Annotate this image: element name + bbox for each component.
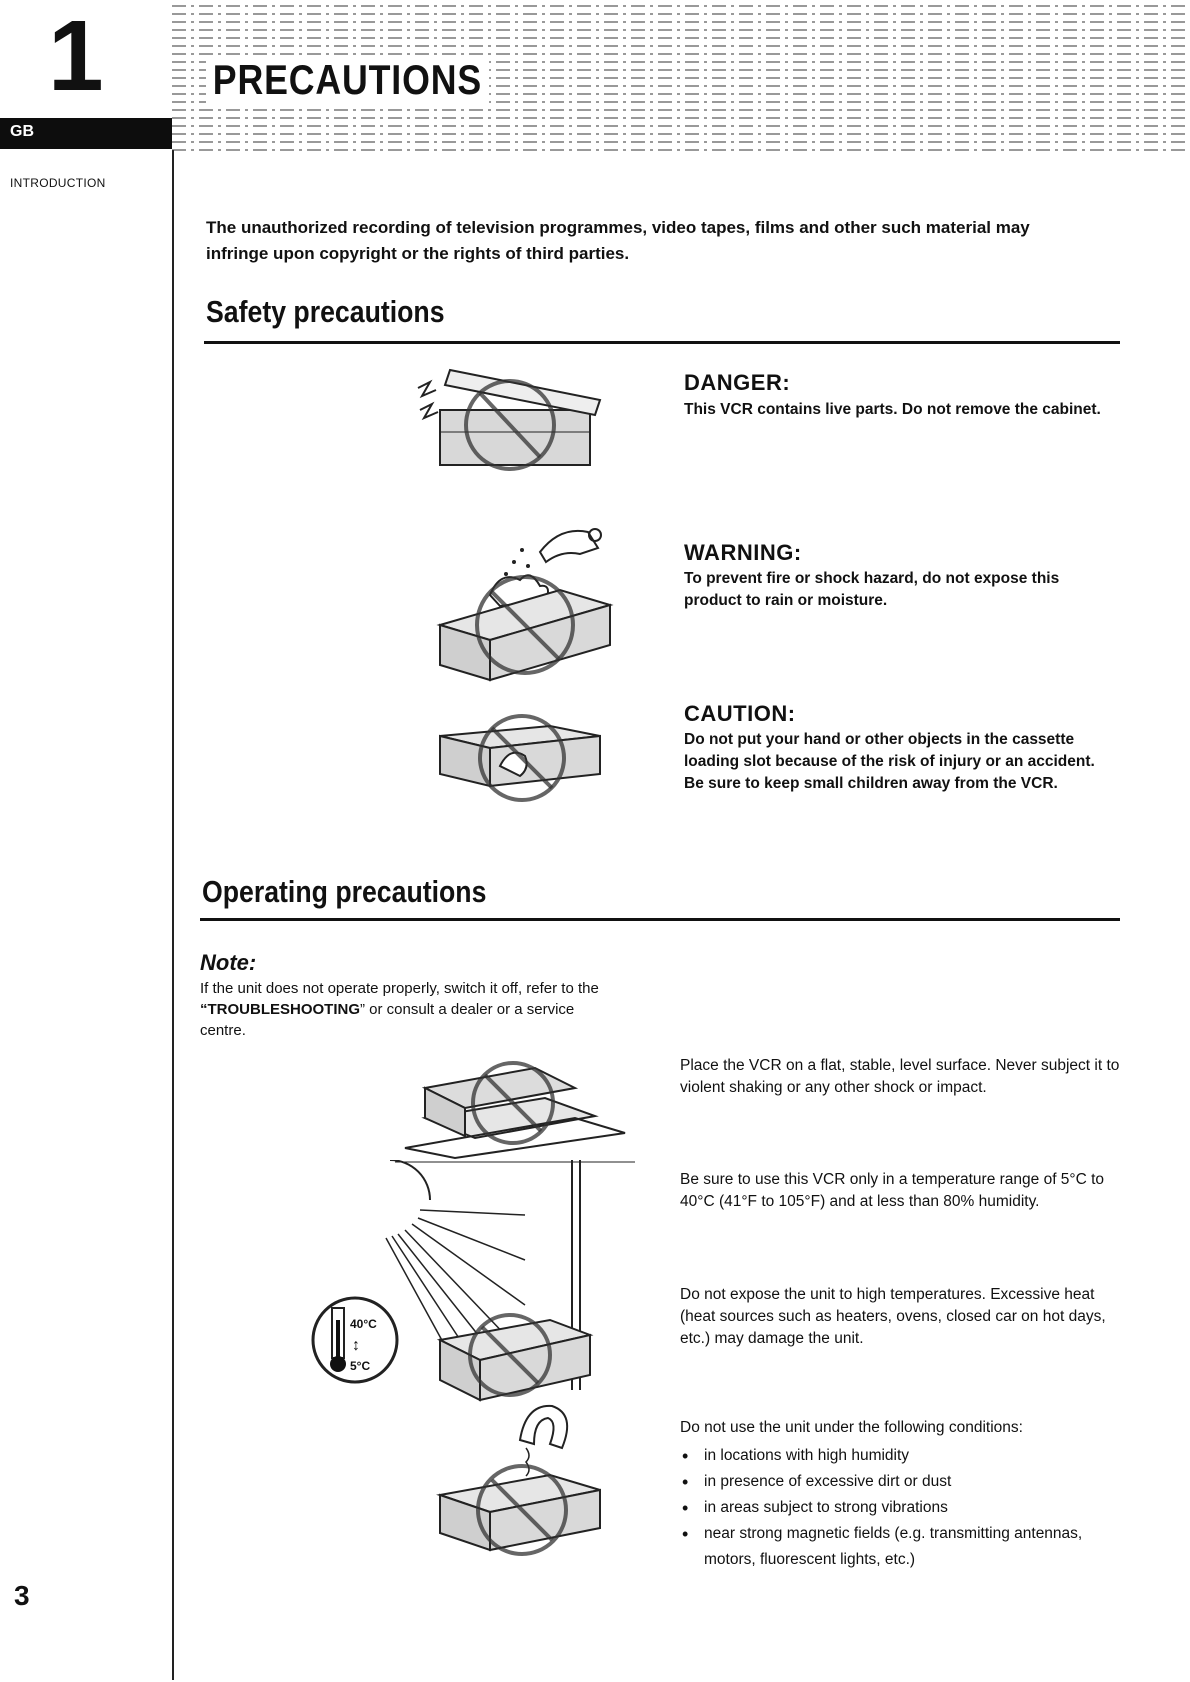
warning-title: WARNING:	[684, 540, 802, 565]
vcr-cabinet-removal-prohibited-icon	[410, 360, 610, 480]
caution-text: Do not put your hand or other objects in the cassette loading slot because of the risk of injury or an accident. Be sure to keep small children away from the VCR.	[684, 731, 1095, 792]
safety-rule	[204, 341, 1120, 344]
note-title: Note:	[200, 950, 257, 975]
chapter-number: 1	[48, 0, 100, 112]
placement-text: Place the VCR on a flat, stable, level surface. Never subject it to violent shaking or any other shock or impact.	[680, 1057, 1120, 1096]
heat-text: Do not expose the unit to high temperatures. Excessive heat (heat sources such as heaters, ovens, closed car on hot days, etc.) may damage the unit.	[680, 1286, 1106, 1347]
svg-text:↕: ↕	[352, 1337, 360, 1354]
danger-title: DANGER:	[684, 370, 791, 395]
page-title: PRECAUTIONS	[206, 56, 489, 104]
conditions-intro: Do not use the unit under the following conditions:	[680, 1419, 1023, 1436]
troubleshooting-reference: “TROUBLESHOOTING	[200, 1001, 360, 1018]
operating-heading: Operating precautions	[202, 874, 487, 909]
vcr-magnet-prohibited-icon	[430, 1400, 620, 1560]
temperature-text: Be sure to use this VCR only in a temperature range of 5°C to 40°C (41°F to 105°F) and at less than 80% humidity.	[680, 1171, 1105, 1210]
list-item: • near strong magnetic fields (e.g. transmitting antennas, motors, fluorescent lights, etc.)	[680, 1521, 1120, 1573]
safety-heading: Safety precautions	[206, 294, 445, 329]
vcr-unstable-surface-icon	[395, 1058, 635, 1163]
thermometer-low-label: 5°C	[350, 1359, 371, 1373]
vcr-moisture-prohibited-icon	[430, 520, 620, 690]
list-item: • in areas subject to strong vibrations	[680, 1495, 1120, 1521]
margin-divider	[172, 150, 174, 1680]
danger-text: This VCR contains live parts. Do not remove the cabinet.	[684, 401, 1101, 418]
warning-text: To prevent fire or shock hazard, do not expose this product to rain or moisture.	[684, 570, 1060, 609]
language-label: GB	[10, 123, 34, 140]
vcr-sunlight-temperature-icon	[310, 1160, 630, 1410]
page-number: 3	[14, 1580, 30, 1611]
section-label: INTRODUCTION	[10, 176, 106, 190]
copyright-notice: The unauthorized recording of television programmes, video tapes, films and other such material may infringe upon copyright or the rights of third parties.	[206, 218, 1030, 263]
note-text: If the unit does not operate properly, switch it off, refer to the “TROUBLESHOOTING” or consult a dealer or a service centre.	[200, 980, 599, 1039]
conditions-list	[680, 1443, 1120, 1573]
operating-rule	[200, 918, 1120, 921]
list-item: • in presence of excessive dirt or dust	[680, 1469, 1120, 1495]
list-item: • in locations with high humidity	[680, 1443, 1120, 1469]
thermometer-high-label: 40°C	[350, 1317, 377, 1331]
vcr-hand-in-slot-prohibited-icon	[430, 706, 610, 806]
caution-title: CAUTION:	[684, 701, 796, 726]
